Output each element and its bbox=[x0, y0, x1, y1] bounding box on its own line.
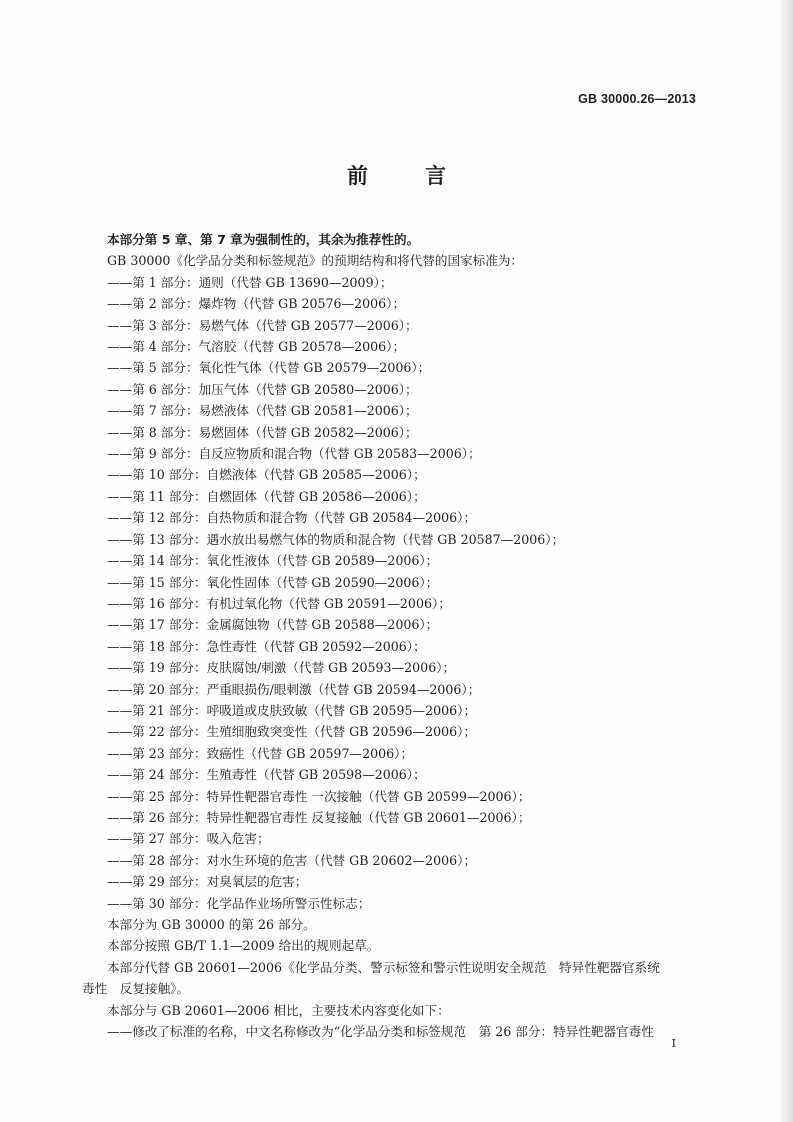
list-item: ——第 8 部分：易燃固体（代替 GB 20582—2006）； bbox=[107, 424, 418, 440]
page-number: I bbox=[671, 1037, 676, 1050]
list-item: ——第 13 部分：遇水放出易燃气体的物质和混合物（代替 GB 20587—2006）； bbox=[107, 531, 565, 547]
list-item: ——第 26 部分：特异性靶器官毒性 反复接触（代替 GB 20601—2006）； bbox=[107, 809, 531, 825]
list-item: ——第 3 部分：易燃气体（代替 GB 20577—2006）； bbox=[107, 317, 418, 333]
list-item: ——第 24 部分：生殖毒性（代替 GB 20598—2006）； bbox=[107, 767, 426, 783]
list-item: ——第 20 部分：严重眼损伤/眼刺激（代替 GB 20594—2006）； bbox=[107, 681, 481, 697]
drafting-rules: 本部分按照 GB/T 1.1—2009 给出的规则起草。 bbox=[107, 938, 380, 954]
list-item: ——第 16 部分：有机过氧化物（代替 GB 20591—2006）； bbox=[107, 595, 451, 611]
list-item: ——第 29 部分：对臭氧层的危害； bbox=[107, 874, 308, 890]
list-item: ——第 2 部分：爆炸物（代替 GB 20576—2006）； bbox=[107, 296, 406, 312]
part-of-statement: 本部分为 GB 30000 的第 26 部分。 bbox=[107, 917, 316, 932]
page-title: 前 言 bbox=[347, 164, 464, 188]
list-item: ——第 11 部分：自燃固体（代替 GB 20586—2006）； bbox=[107, 488, 426, 504]
replaces-statement-line2: 毒性 反复接触》。 bbox=[82, 981, 190, 997]
list-item: ——第 30 部分：化学品作业场所警示性标志； bbox=[107, 895, 371, 911]
list-item: ——第 21 部分：呼吸道或皮肤致敏（代替 GB 20595—2006）； bbox=[107, 702, 477, 718]
list-item: ——第 22 部分：生殖细胞致突变性（代替 GB 20596—2006）； bbox=[107, 724, 477, 740]
list-item: ——第 7 部分：易燃液体（代替 GB 20581—2006）； bbox=[107, 403, 418, 419]
list-item: ——第 28 部分：对水生环境的危害（代替 GB 20602—2006）； bbox=[107, 852, 477, 868]
list-item: ——第 17 部分：金属腐蚀物（代替 GB 20588—2006）； bbox=[107, 617, 439, 633]
changes-intro: 本部分与 GB 20601—2006 相比，主要技术内容变化如下： bbox=[107, 1002, 450, 1018]
replaces-statement-line1: 本部分代替 GB 20601—2006《化学品分类、警示标签和警示性说明安全规范 特异性靶器官系统 bbox=[107, 959, 660, 975]
list-item: ——第 5 部分：氧化性气体（代替 GB 20579—2006）； bbox=[107, 360, 431, 376]
document-body bbox=[82, 229, 694, 1042]
list-item: ——第 10 部分：自燃液体（代替 GB 20585—2006）； bbox=[107, 467, 426, 483]
list-item: ——第 6 部分：加压气体（代替 GB 20580—2006）； bbox=[107, 381, 418, 397]
list-item: ——第 9 部分：自反应物质和混合物（代替 GB 20583—2006）； bbox=[107, 446, 481, 462]
list-item: ——第 19 部分：皮肤腐蚀/刺激（代替 GB 20593—2006）； bbox=[107, 660, 456, 676]
list-item: ——第 4 部分：气溶胶（代替 GB 20578—2006）； bbox=[107, 339, 406, 355]
list-item: ——第 1 部分：通则（代替 GB 13690—2009）； bbox=[107, 274, 393, 290]
standard-code: GB 30000.26—2013 bbox=[578, 92, 696, 106]
list-item: ——第 14 部分：氧化性液体（代替 GB 20589—2006）； bbox=[107, 553, 439, 569]
list-item: ——第 27 部分：吸入危害； bbox=[107, 831, 270, 847]
change-item-1: ——修改了标准的名称，中文名称修改为“化学品分类和标签规范 第 26 部分：特异性靶器官毒性 bbox=[107, 1024, 654, 1040]
list-item: ——第 23 部分：致癌性（代替 GB 20597—2006）； bbox=[107, 745, 414, 761]
list-item: ——第 18 部分：急性毒性（代替 GB 20592—2006）； bbox=[107, 638, 426, 654]
mandatory-statement: 本部分第 5 章、第 7 章为强制性的，其余为推荐性的。 bbox=[107, 232, 420, 247]
structure-intro: GB 30000《化学品分类和标签规范》的预期结构和将代替的国家标准为： bbox=[107, 253, 524, 269]
list-item: ——第 25 部分：特异性靶器官毒性 一次接触（代替 GB 20599—2006）； bbox=[107, 788, 531, 804]
list-item: ——第 15 部分：氧化性固体（代替 GB 20590—2006）； bbox=[107, 574, 439, 590]
parts-list bbox=[82, 272, 694, 914]
list-item: ——第 12 部分：自热物质和混合物（代替 GB 20584—2006）； bbox=[107, 510, 477, 526]
